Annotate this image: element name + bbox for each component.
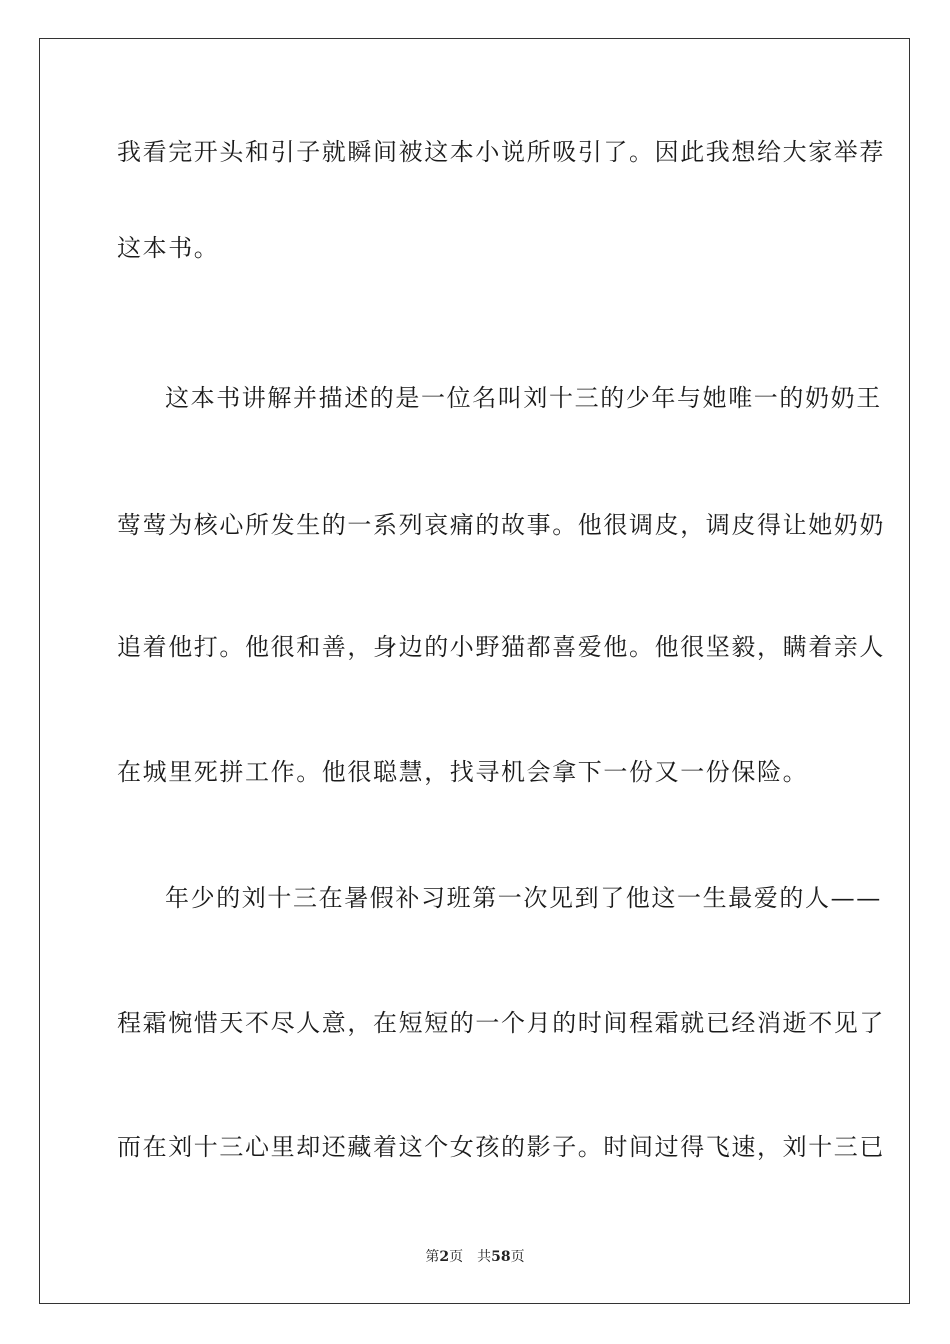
text-line: 程霜惋惜天不尽人意，在短短的一个月的时间程霜就已经消逝不见了 bbox=[117, 1009, 885, 1037]
page-suffix: 页 bbox=[449, 1249, 464, 1265]
page-footer bbox=[0, 1248, 950, 1266]
paragraph-start-line: 年少的刘十三在暑假补习班第一次见到了他这一生最爱的人—— bbox=[165, 884, 882, 912]
total-suffix: 页 bbox=[510, 1249, 525, 1265]
text-line: 我看完开头和引子就瞬间被这本小说所吸引了。因此我想给大家举荐 bbox=[117, 138, 885, 166]
text-line: 追着他打。他很和善，身边的小野猫都喜爱他。他很坚毅，瞒着亲人 bbox=[117, 633, 885, 661]
total-prefix: 共 bbox=[477, 1249, 492, 1265]
page-prefix: 第 bbox=[425, 1249, 440, 1265]
text-line: 这本书。 bbox=[117, 234, 220, 262]
text-line: 莺莺为核心所发生的一系列哀痛的故事。他很调皮，调皮得让她奶奶 bbox=[117, 511, 885, 539]
page-border bbox=[39, 38, 910, 1304]
text-line: 而在刘十三心里却还藏着这个女孩的影子。时间过得飞速，刘十三已 bbox=[117, 1133, 885, 1161]
total-pages: 58 bbox=[491, 1249, 511, 1265]
paragraph-start-line: 这本书讲解并描述的是一位名叫刘十三的少年与她唯一的奶奶王 bbox=[165, 384, 882, 412]
page-number: 2 bbox=[439, 1249, 450, 1265]
text-line: 在城里死拼工作。他很聪慧，找寻机会拿下一份又一份保险。 bbox=[117, 758, 809, 786]
